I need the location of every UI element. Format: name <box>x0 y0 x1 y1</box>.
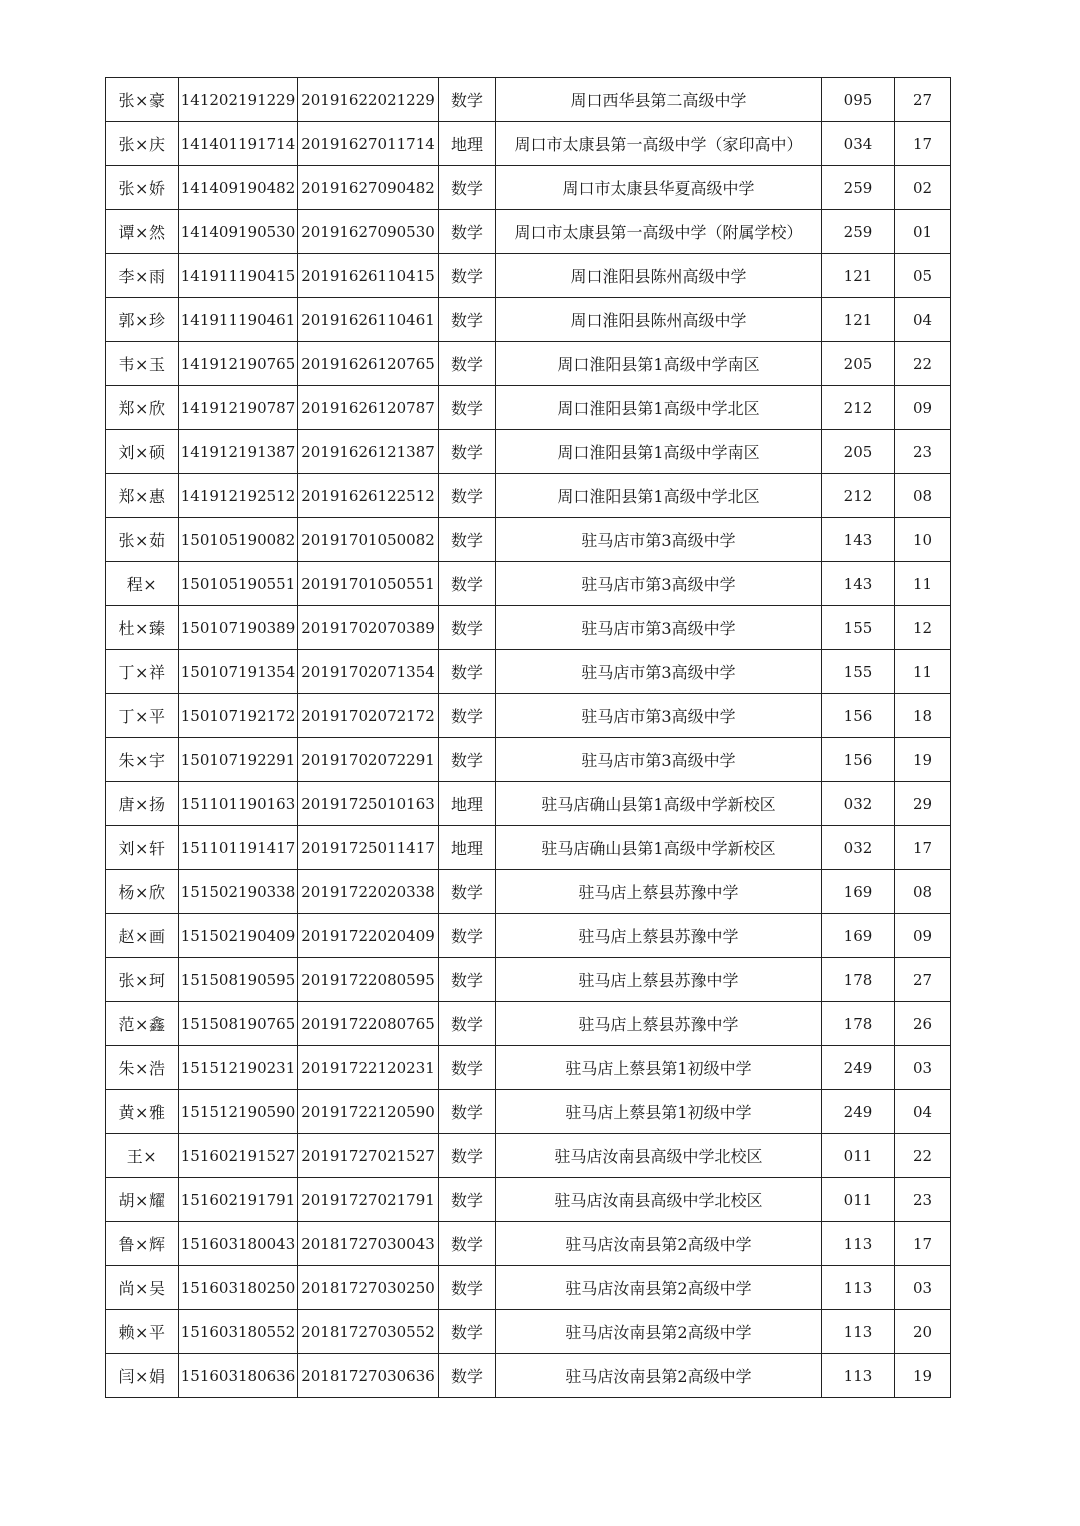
cell-student-name: 张×豪 <box>106 78 179 122</box>
cell-seat-number: 20 <box>895 1310 951 1354</box>
cell-registration-number: 141912190787 <box>179 386 298 430</box>
cell-school-name: 周口淮阳县第1高级中学北区 <box>496 386 822 430</box>
cell-school-code: 169 <box>822 914 895 958</box>
cell-school-code: 143 <box>822 518 895 562</box>
table-row <box>106 254 951 298</box>
cell-school-code: 011 <box>822 1134 895 1178</box>
cell-exam-number: 20191722120590 <box>298 1090 439 1134</box>
table-row <box>106 1002 951 1046</box>
cell-school-name: 驻马店汝南县高级中学北校区 <box>496 1178 822 1222</box>
cell-school-name: 驻马店汝南县高级中学北校区 <box>496 1134 822 1178</box>
cell-subject: 数学 <box>439 298 496 342</box>
table-row <box>106 870 951 914</box>
cell-student-name: 杜×臻 <box>106 606 179 650</box>
cell-exam-number: 20191627011714 <box>298 122 439 166</box>
cell-registration-number: 150107192172 <box>179 694 298 738</box>
cell-seat-number: 19 <box>895 738 951 782</box>
table-row <box>106 562 951 606</box>
cell-subject: 数学 <box>439 1134 496 1178</box>
cell-school-code: 113 <box>822 1222 895 1266</box>
cell-school-name: 周口市太康县华夏高级中学 <box>496 166 822 210</box>
cell-school-name: 周口淮阳县第1高级中学南区 <box>496 342 822 386</box>
cell-registration-number: 141409190530 <box>179 210 298 254</box>
cell-subject: 数学 <box>439 1354 496 1398</box>
cell-student-name: 谭×然 <box>106 210 179 254</box>
cell-subject: 地理 <box>439 826 496 870</box>
cell-subject: 数学 <box>439 562 496 606</box>
table-row <box>106 650 951 694</box>
cell-registration-number: 151603180043 <box>179 1222 298 1266</box>
cell-exam-number: 20191626122512 <box>298 474 439 518</box>
cell-subject: 地理 <box>439 782 496 826</box>
cell-exam-number: 20191722080765 <box>298 1002 439 1046</box>
cell-seat-number: 23 <box>895 430 951 474</box>
cell-student-name: 赖×平 <box>106 1310 179 1354</box>
cell-student-name: 刘×硕 <box>106 430 179 474</box>
cell-exam-number: 20191722020409 <box>298 914 439 958</box>
table-row <box>106 298 951 342</box>
cell-school-code: 011 <box>822 1178 895 1222</box>
cell-school-code: 178 <box>822 958 895 1002</box>
table-row <box>106 1134 951 1178</box>
cell-exam-number: 20191727021791 <box>298 1178 439 1222</box>
cell-subject: 数学 <box>439 650 496 694</box>
cell-school-code: 032 <box>822 826 895 870</box>
cell-subject: 数学 <box>439 474 496 518</box>
cell-registration-number: 151603180250 <box>179 1266 298 1310</box>
table-row <box>106 782 951 826</box>
cell-school-name: 周口淮阳县第1高级中学南区 <box>496 430 822 474</box>
cell-exam-number: 20181727030552 <box>298 1310 439 1354</box>
cell-subject: 数学 <box>439 606 496 650</box>
cell-student-name: 尚×吴 <box>106 1266 179 1310</box>
cell-subject: 数学 <box>439 694 496 738</box>
cell-school-name: 驻马店汝南县第2高级中学 <box>496 1354 822 1398</box>
cell-exam-number: 20191702072172 <box>298 694 439 738</box>
cell-subject: 数学 <box>439 1310 496 1354</box>
cell-subject: 数学 <box>439 254 496 298</box>
cell-subject: 数学 <box>439 210 496 254</box>
cell-registration-number: 151502190409 <box>179 914 298 958</box>
cell-subject: 数学 <box>439 738 496 782</box>
cell-subject: 数学 <box>439 870 496 914</box>
cell-registration-number: 141911190415 <box>179 254 298 298</box>
cell-student-name: 丁×祥 <box>106 650 179 694</box>
table-row <box>106 1222 951 1266</box>
cell-school-name: 驻马店市第3高级中学 <box>496 694 822 738</box>
cell-exam-number: 20191722120231 <box>298 1046 439 1090</box>
cell-school-code: 113 <box>822 1266 895 1310</box>
cell-exam-number: 20181727030636 <box>298 1354 439 1398</box>
cell-school-code: 212 <box>822 386 895 430</box>
table-row <box>106 1266 951 1310</box>
cell-school-code: 259 <box>822 210 895 254</box>
cell-seat-number: 08 <box>895 474 951 518</box>
cell-seat-number: 26 <box>895 1002 951 1046</box>
cell-exam-number: 20191626120787 <box>298 386 439 430</box>
cell-exam-number: 20191702071354 <box>298 650 439 694</box>
cell-school-name: 驻马店确山县第1高级中学新校区 <box>496 826 822 870</box>
cell-school-name: 驻马店确山县第1高级中学新校区 <box>496 782 822 826</box>
cell-subject: 地理 <box>439 122 496 166</box>
cell-school-code: 178 <box>822 1002 895 1046</box>
cell-school-code: 156 <box>822 738 895 782</box>
cell-seat-number: 05 <box>895 254 951 298</box>
cell-registration-number: 150105190082 <box>179 518 298 562</box>
cell-school-name: 驻马店市第3高级中学 <box>496 606 822 650</box>
cell-school-code: 249 <box>822 1046 895 1090</box>
cell-school-name: 驻马店上蔡县苏豫中学 <box>496 870 822 914</box>
cell-exam-number: 20191627090530 <box>298 210 439 254</box>
cell-subject: 数学 <box>439 386 496 430</box>
cell-student-name: 程× <box>106 562 179 606</box>
table-body <box>106 78 951 1398</box>
cell-subject: 数学 <box>439 430 496 474</box>
cell-student-name: 李×雨 <box>106 254 179 298</box>
cell-seat-number: 29 <box>895 782 951 826</box>
cell-subject: 数学 <box>439 1002 496 1046</box>
cell-school-code: 121 <box>822 254 895 298</box>
cell-school-code: 249 <box>822 1090 895 1134</box>
student-table <box>105 77 951 1398</box>
cell-student-name: 张×珂 <box>106 958 179 1002</box>
cell-seat-number: 11 <box>895 562 951 606</box>
table-row <box>106 1090 951 1134</box>
table-row <box>106 694 951 738</box>
cell-student-name: 鲁×辉 <box>106 1222 179 1266</box>
cell-school-code: 212 <box>822 474 895 518</box>
cell-school-name: 驻马店上蔡县第1初级中学 <box>496 1046 822 1090</box>
cell-school-code: 156 <box>822 694 895 738</box>
table-row <box>106 430 951 474</box>
cell-school-name: 周口淮阳县陈州高级中学 <box>496 298 822 342</box>
cell-school-name: 驻马店市第3高级中学 <box>496 562 822 606</box>
cell-student-name: 朱×宇 <box>106 738 179 782</box>
cell-seat-number: 10 <box>895 518 951 562</box>
cell-student-name: 赵×画 <box>106 914 179 958</box>
cell-seat-number: 02 <box>895 166 951 210</box>
cell-subject: 数学 <box>439 958 496 1002</box>
cell-seat-number: 23 <box>895 1178 951 1222</box>
cell-registration-number: 141912190765 <box>179 342 298 386</box>
cell-registration-number: 151602191527 <box>179 1134 298 1178</box>
table-row <box>106 738 951 782</box>
cell-seat-number: 22 <box>895 1134 951 1178</box>
cell-exam-number: 20191626110415 <box>298 254 439 298</box>
cell-school-name: 驻马店上蔡县苏豫中学 <box>496 1002 822 1046</box>
cell-school-code: 169 <box>822 870 895 914</box>
cell-school-name: 驻马店市第3高级中学 <box>496 650 822 694</box>
cell-registration-number: 150107190389 <box>179 606 298 650</box>
cell-seat-number: 17 <box>895 826 951 870</box>
cell-student-name: 黄×雅 <box>106 1090 179 1134</box>
cell-school-name: 周口淮阳县陈州高级中学 <box>496 254 822 298</box>
cell-seat-number: 08 <box>895 870 951 914</box>
cell-exam-number: 20191626120765 <box>298 342 439 386</box>
table-row <box>106 958 951 1002</box>
cell-exam-number: 20191722080595 <box>298 958 439 1002</box>
table-row <box>106 122 951 166</box>
table-row <box>106 518 951 562</box>
cell-exam-number: 20191626121387 <box>298 430 439 474</box>
table-row <box>106 166 951 210</box>
cell-student-name: 胡×耀 <box>106 1178 179 1222</box>
cell-registration-number: 151512190590 <box>179 1090 298 1134</box>
cell-school-name: 周口市太康县第一高级中学（家印高中） <box>496 122 822 166</box>
cell-school-code: 121 <box>822 298 895 342</box>
table-row <box>106 78 951 122</box>
cell-seat-number: 27 <box>895 958 951 1002</box>
cell-student-name: 张×茹 <box>106 518 179 562</box>
cell-school-code: 143 <box>822 562 895 606</box>
table-row <box>106 474 951 518</box>
cell-seat-number: 04 <box>895 1090 951 1134</box>
cell-seat-number: 22 <box>895 342 951 386</box>
cell-registration-number: 151603180636 <box>179 1354 298 1398</box>
cell-school-code: 205 <box>822 342 895 386</box>
cell-student-name: 张×娇 <box>106 166 179 210</box>
cell-subject: 数学 <box>439 1222 496 1266</box>
cell-registration-number: 141202191229 <box>179 78 298 122</box>
cell-exam-number: 20181727030250 <box>298 1266 439 1310</box>
table-row <box>106 210 951 254</box>
table-row <box>106 826 951 870</box>
cell-student-name: 张×庆 <box>106 122 179 166</box>
cell-school-name: 驻马店上蔡县苏豫中学 <box>496 958 822 1002</box>
cell-exam-number: 20181727030043 <box>298 1222 439 1266</box>
cell-seat-number: 11 <box>895 650 951 694</box>
cell-seat-number: 27 <box>895 78 951 122</box>
cell-school-name: 驻马店汝南县第2高级中学 <box>496 1222 822 1266</box>
cell-school-code: 155 <box>822 606 895 650</box>
cell-seat-number: 01 <box>895 210 951 254</box>
cell-school-name: 驻马店上蔡县第1初级中学 <box>496 1090 822 1134</box>
cell-school-name: 周口西华县第二高级中学 <box>496 78 822 122</box>
cell-school-code: 113 <box>822 1354 895 1398</box>
cell-subject: 数学 <box>439 914 496 958</box>
cell-school-name: 驻马店汝南县第2高级中学 <box>496 1310 822 1354</box>
table-row <box>106 342 951 386</box>
cell-exam-number: 20191702070389 <box>298 606 439 650</box>
cell-exam-number: 20191626110461 <box>298 298 439 342</box>
cell-student-name: 郭×珍 <box>106 298 179 342</box>
cell-student-name: 闫×娟 <box>106 1354 179 1398</box>
cell-school-code: 032 <box>822 782 895 826</box>
cell-school-name: 周口淮阳县第1高级中学北区 <box>496 474 822 518</box>
cell-seat-number: 09 <box>895 914 951 958</box>
cell-school-code: 113 <box>822 1310 895 1354</box>
cell-seat-number: 03 <box>895 1046 951 1090</box>
cell-subject: 数学 <box>439 166 496 210</box>
table-row <box>106 606 951 650</box>
cell-school-code: 155 <box>822 650 895 694</box>
cell-registration-number: 151502190338 <box>179 870 298 914</box>
cell-registration-number: 151602191791 <box>179 1178 298 1222</box>
cell-exam-number: 20191622021229 <box>298 78 439 122</box>
cell-registration-number: 141912191387 <box>179 430 298 474</box>
cell-registration-number: 141911190461 <box>179 298 298 342</box>
cell-subject: 数学 <box>439 1266 496 1310</box>
cell-registration-number: 151101190163 <box>179 782 298 826</box>
cell-registration-number: 150107191354 <box>179 650 298 694</box>
cell-student-name: 唐×扬 <box>106 782 179 826</box>
table-row <box>106 386 951 430</box>
cell-registration-number: 150107192291 <box>179 738 298 782</box>
cell-subject: 数学 <box>439 78 496 122</box>
table-row <box>106 1354 951 1398</box>
cell-exam-number: 20191627090482 <box>298 166 439 210</box>
cell-exam-number: 20191725011417 <box>298 826 439 870</box>
cell-subject: 数学 <box>439 518 496 562</box>
cell-student-name: 郑×惠 <box>106 474 179 518</box>
cell-exam-number: 20191727021527 <box>298 1134 439 1178</box>
cell-school-code: 205 <box>822 430 895 474</box>
cell-registration-number: 141409190482 <box>179 166 298 210</box>
cell-registration-number: 150105190551 <box>179 562 298 606</box>
table-row <box>106 1178 951 1222</box>
cell-registration-number: 151508190765 <box>179 1002 298 1046</box>
table-row <box>106 1310 951 1354</box>
cell-seat-number: 18 <box>895 694 951 738</box>
cell-school-code: 095 <box>822 78 895 122</box>
cell-school-name: 驻马店市第3高级中学 <box>496 518 822 562</box>
cell-school-name: 驻马店市第3高级中学 <box>496 738 822 782</box>
cell-registration-number: 151508190595 <box>179 958 298 1002</box>
cell-subject: 数学 <box>439 1090 496 1134</box>
cell-school-name: 驻马店汝南县第2高级中学 <box>496 1266 822 1310</box>
cell-school-name: 周口市太康县第一高级中学（附属学校） <box>496 210 822 254</box>
cell-school-name: 驻马店上蔡县苏豫中学 <box>496 914 822 958</box>
table-row <box>106 914 951 958</box>
cell-subject: 数学 <box>439 1046 496 1090</box>
cell-seat-number: 12 <box>895 606 951 650</box>
cell-exam-number: 20191701050551 <box>298 562 439 606</box>
cell-school-code: 034 <box>822 122 895 166</box>
cell-registration-number: 141401191714 <box>179 122 298 166</box>
cell-exam-number: 20191701050082 <box>298 518 439 562</box>
table-row <box>106 1046 951 1090</box>
cell-student-name: 郑×欣 <box>106 386 179 430</box>
cell-subject: 数学 <box>439 1178 496 1222</box>
cell-student-name: 韦×玉 <box>106 342 179 386</box>
cell-seat-number: 17 <box>895 122 951 166</box>
cell-registration-number: 151512190231 <box>179 1046 298 1090</box>
cell-student-name: 杨×欣 <box>106 870 179 914</box>
cell-seat-number: 19 <box>895 1354 951 1398</box>
cell-seat-number: 09 <box>895 386 951 430</box>
cell-school-code: 259 <box>822 166 895 210</box>
cell-exam-number: 20191722020338 <box>298 870 439 914</box>
cell-student-name: 王× <box>106 1134 179 1178</box>
cell-subject: 数学 <box>439 342 496 386</box>
cell-registration-number: 151101191417 <box>179 826 298 870</box>
cell-registration-number: 141912192512 <box>179 474 298 518</box>
cell-seat-number: 03 <box>895 1266 951 1310</box>
cell-student-name: 朱×浩 <box>106 1046 179 1090</box>
cell-registration-number: 151603180552 <box>179 1310 298 1354</box>
cell-student-name: 刘×轩 <box>106 826 179 870</box>
cell-seat-number: 04 <box>895 298 951 342</box>
cell-student-name: 范×鑫 <box>106 1002 179 1046</box>
cell-exam-number: 20191725010163 <box>298 782 439 826</box>
cell-exam-number: 20191702072291 <box>298 738 439 782</box>
cell-student-name: 丁×平 <box>106 694 179 738</box>
cell-seat-number: 17 <box>895 1222 951 1266</box>
